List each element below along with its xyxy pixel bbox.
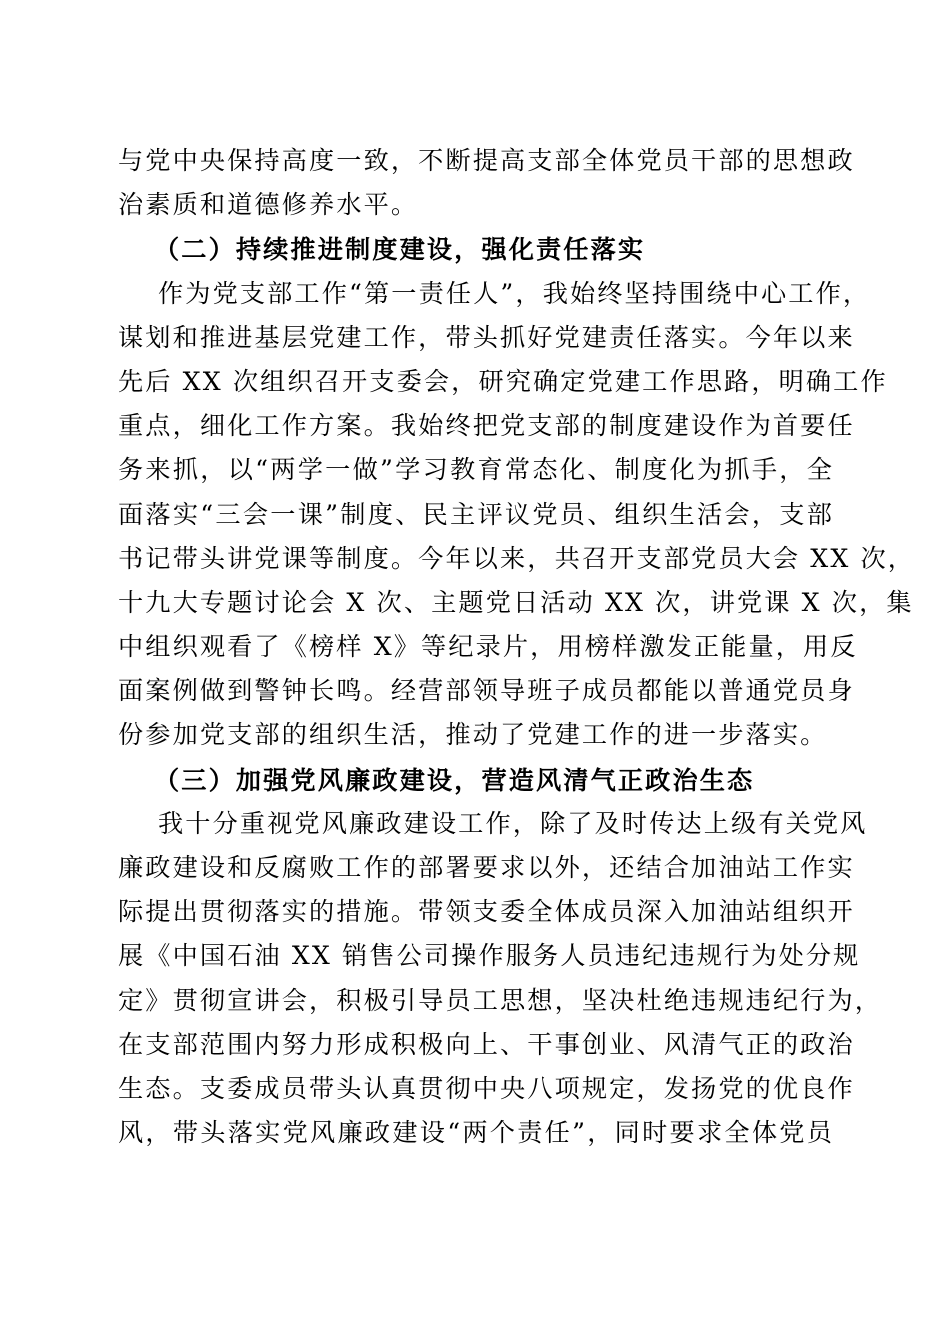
text-line: 十九大专题讨论会 X 次、主题党日活动 XX 次，讲党课 X 次，集 bbox=[118, 587, 914, 617]
section-heading-2: （二）持续推进制度建设，强化责任落实 bbox=[154, 234, 646, 265]
text-line: 面落实“三会一课”制度、民主评议党员、组织生活会，支部 bbox=[118, 499, 834, 529]
text-line: 务来抓，以“两学一做”学习教育常态化、制度化为抓手，全 bbox=[118, 455, 834, 485]
text-line: 展《中国石油 XX 销售公司操作服务人员违纪违规行为处分规 bbox=[118, 941, 861, 971]
text-line: 中组织观看了《榜样 X》等纪录片，用榜样激发正能量，用反 bbox=[118, 632, 858, 662]
text-line: 谋划和推进基层党建工作，带头抓好党建责任落实。今年以来 bbox=[118, 322, 855, 352]
text-line: 际提出贯彻落实的措施。带领支委全体成员深入加油站组织开 bbox=[118, 897, 855, 927]
text-line: 我十分重视党风廉政建设工作，除了及时传达上级有关党风 bbox=[158, 808, 868, 838]
text-line: 面案例做到警钟长鸣。经营部领导班子成员都能以普通党员身 bbox=[118, 676, 855, 706]
text-line: 风，带头落实党风廉政建设“两个责任”，同时要求全体党员 bbox=[118, 1118, 834, 1148]
text-line: 与党中央保持高度一致，不断提高支部全体党员干部的思想政 bbox=[118, 146, 855, 175]
text-line: 书记带头讲党课等制度。今年以来，共召开支部党员大会 XX 次， bbox=[118, 543, 916, 573]
text-line: 份参加党支部的组织生活，推动了党建工作的进一步落实。 bbox=[118, 720, 828, 750]
text-line: 定》贯彻宣讲会，积极引导员工思想，坚决杜绝违规违纪行为， bbox=[118, 985, 883, 1015]
section-heading-3: （三）加强党风廉政建设，营造风清气正政治生态 bbox=[154, 764, 755, 795]
text-line: 在支部范围内努力形成积极向上、干事创业、风清气正的政治 bbox=[118, 1029, 855, 1059]
section-2-paragraph bbox=[118, 272, 916, 758]
text-line: 作为党支部工作“第一责任人”，我始终坚持围绕中心工作， bbox=[158, 278, 871, 308]
text-line: 生态。支委成员带头认真贯彻中央八项规定，发扬党的优良作 bbox=[118, 1073, 855, 1103]
text-line: 廉政建设和反腐败工作的部署要求以外，还结合加油站工作实 bbox=[118, 853, 855, 882]
text-line: 治素质和道德修养水平。 bbox=[118, 190, 419, 220]
section-3-paragraph bbox=[118, 802, 883, 1156]
document-body bbox=[118, 139, 916, 1155]
intro-paragraph bbox=[118, 139, 855, 227]
text-line: 重点，细化工作方案。我始终把党支部的制度建设作为首要任 bbox=[118, 411, 855, 441]
text-line: 先后 XX 次组织召开支委会，研究确定党建工作思路，明确工作 bbox=[118, 366, 888, 396]
